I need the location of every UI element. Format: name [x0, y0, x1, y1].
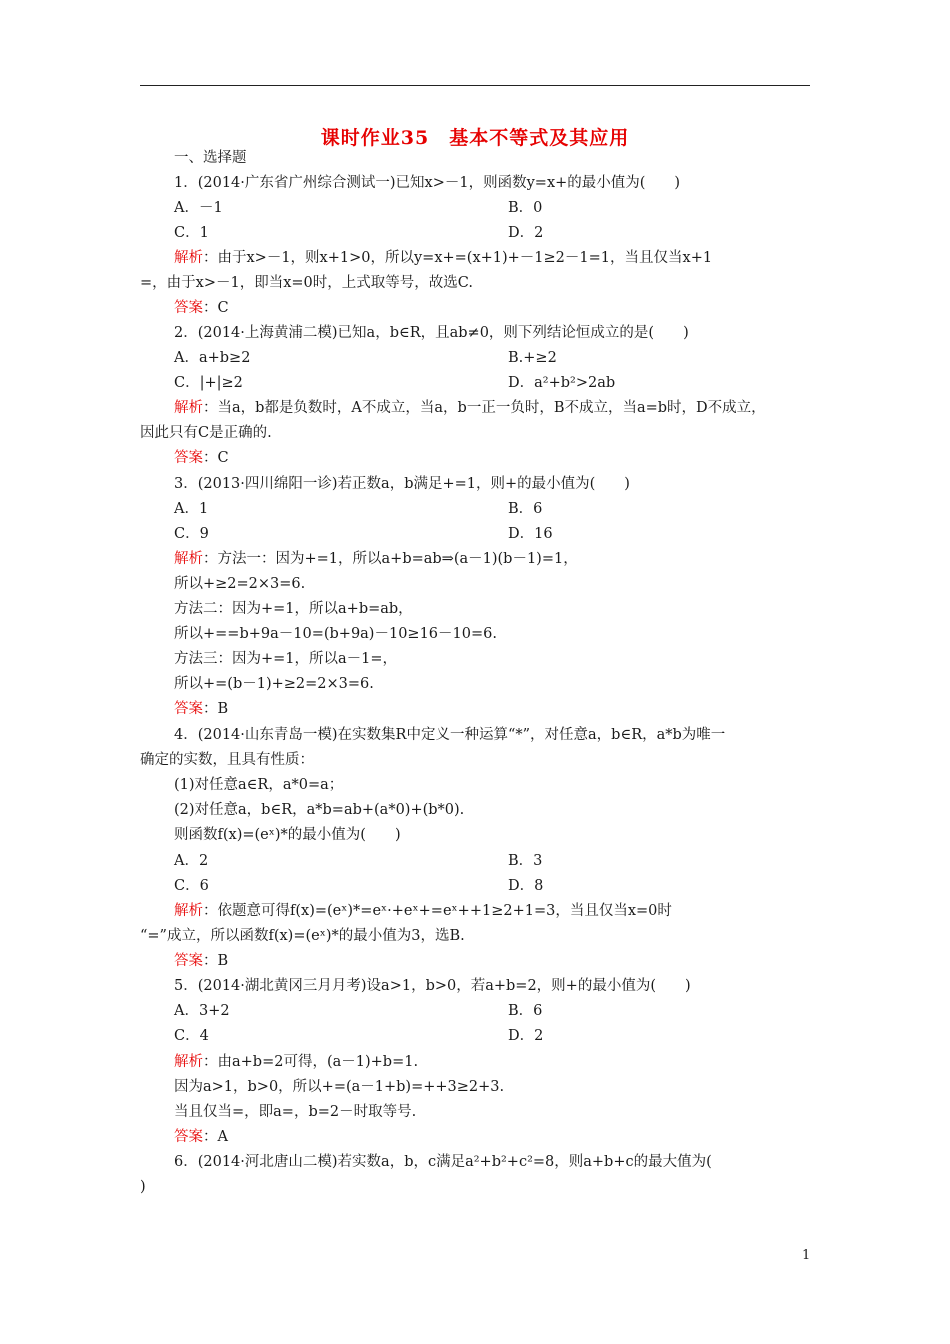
q5-option-b: B．6 [508, 1003, 543, 1019]
q3-analysis-line6: 所以+=(b－1)+≥2=2×3=6. [174, 676, 374, 692]
q4-option-d: D．8 [508, 878, 544, 894]
header-rule [140, 85, 810, 86]
q4-answer: 答案：B [174, 953, 229, 969]
q4-stem-line1: 4．(2014·山东青岛一模)在实数集R中定义一种运算“*”，对任意a，b∈R，a*b为唯一 [174, 727, 726, 743]
q3-stem: 3．(2013·四川绵阳一诊)若正数a，b满足+=1，则+的最小值为( ) [174, 476, 630, 492]
q5-analysis-line3: 当且仅当=，即a=，b=2－时取等号. [174, 1104, 417, 1120]
q6-stem-line2: ) [140, 1179, 146, 1195]
q1-answer: 答案：C [174, 300, 229, 316]
q1-option-b: B．0 [508, 200, 543, 216]
q3-option-c: C．9 [174, 526, 209, 542]
page-number: 1 [802, 1248, 811, 1263]
q6-stem-line1: 6．(2014·河北唐山二模)若实数a，b，c满足a²+b²+c²=8，则a+b+c的最大值为( [174, 1154, 712, 1170]
q3-option-b: B．6 [508, 501, 543, 517]
q3-analysis-line4: 所以+==b+9a－10=(b+9a)－10≥16－10=6. [174, 626, 497, 642]
q1-option-a: A．－1 [174, 200, 223, 216]
q3-option-a: A．1 [174, 501, 209, 517]
q2-option-b: B.+≥2 [508, 350, 557, 366]
q2-stem: 2．(2014·上海黄浦二模)已知a，b∈R，且ab≠0，则下列结论恒成立的是( ) [174, 325, 689, 341]
q5-answer: 答案：A [174, 1129, 228, 1145]
q3-answer: 答案：B [174, 701, 229, 717]
q4-stem-line2: 确定的实数，且具有性质： [140, 752, 314, 768]
q1-option-c: C．1 [174, 225, 209, 241]
q3-analysis-line1: 解析：方法一：因为+=1，所以a+b=ab⇒(a－1)(b－1)=1， [174, 551, 578, 567]
q1-analysis-line1: 解析：由于x>－1，则x+1>0，所以y=x+=(x+1)+－1≥2－1=1，当且仅当x+1 [174, 250, 713, 266]
q5-option-a: A．3+2 [174, 1003, 230, 1019]
q2-option-d: D．a²+b²>2ab [508, 375, 616, 391]
q5-analysis-line2: 因为a>1，b>0，所以+=(a－1+b)=++3≥2+3. [174, 1079, 505, 1095]
q5-option-c: C．4 [174, 1028, 209, 1044]
q5-option-d: D．2 [508, 1028, 544, 1044]
q4-analysis-line2: “=”成立，所以函数f(x)=(eˣ)*的最小值为3，选B. [140, 928, 465, 944]
q1-stem: 1．(2014·广东省广州综合测试一)已知x>－1，则函数y=x+的最小值为( ) [174, 175, 681, 191]
q2-analysis-line2: 因此只有C是正确的. [140, 425, 272, 441]
q5-stem: 5．(2014·湖北黄冈三月月考)设a>1，b>0，若a+b=2，则+的最小值为( ) [174, 978, 691, 994]
q1-option-d: D．2 [508, 225, 544, 241]
q2-option-c: C．|+|≥2 [174, 375, 243, 391]
q4-analysis-line1: 解析：依题意可得f(x)=(eˣ)*=eˣ·+eˣ+=eˣ++1≥2+1=3，当且仅当x=0时 [174, 903, 672, 919]
q1-analysis-line2: =，由于x>－1，即当x=0时，上式取等号，故选C. [140, 275, 473, 291]
q4-question: 则函数f(x)=(eˣ)*的最小值为( ) [174, 827, 401, 843]
q3-analysis-line5: 方法三：因为+=1，所以a－1=， [174, 651, 398, 667]
q4-option-c: C．6 [174, 878, 209, 894]
q3-analysis-line3: 方法二：因为+=1，所以a+b=ab， [174, 601, 413, 617]
section-heading: 一、选择题 [174, 150, 247, 166]
q4-property-2: (2)对任意a，b∈R，a*b=ab+(a*0)+(b*0). [174, 802, 465, 818]
q5-analysis-line1: 解析：由a+b=2可得，(a－1)+b=1. [174, 1054, 419, 1070]
q4-option-b: B．3 [508, 853, 543, 869]
q2-analysis-line1: 解析：当a，b都是负数时，A不成立，当a，b一正一负时，B不成立，当a=b时，D不成立， [174, 400, 766, 416]
q3-analysis-line2: 所以+≥2=2×3=6. [174, 576, 306, 592]
q2-option-a: A．a+b≥2 [174, 350, 251, 366]
q3-option-d: D．16 [508, 526, 553, 542]
q4-option-a: A．2 [174, 853, 209, 869]
q2-answer: 答案：C [174, 450, 229, 466]
q4-property-1: (1)对任意a∈R，a*0=a； [174, 777, 344, 793]
page-title: 课时作业35 基本不等式及其应用 [320, 127, 630, 149]
